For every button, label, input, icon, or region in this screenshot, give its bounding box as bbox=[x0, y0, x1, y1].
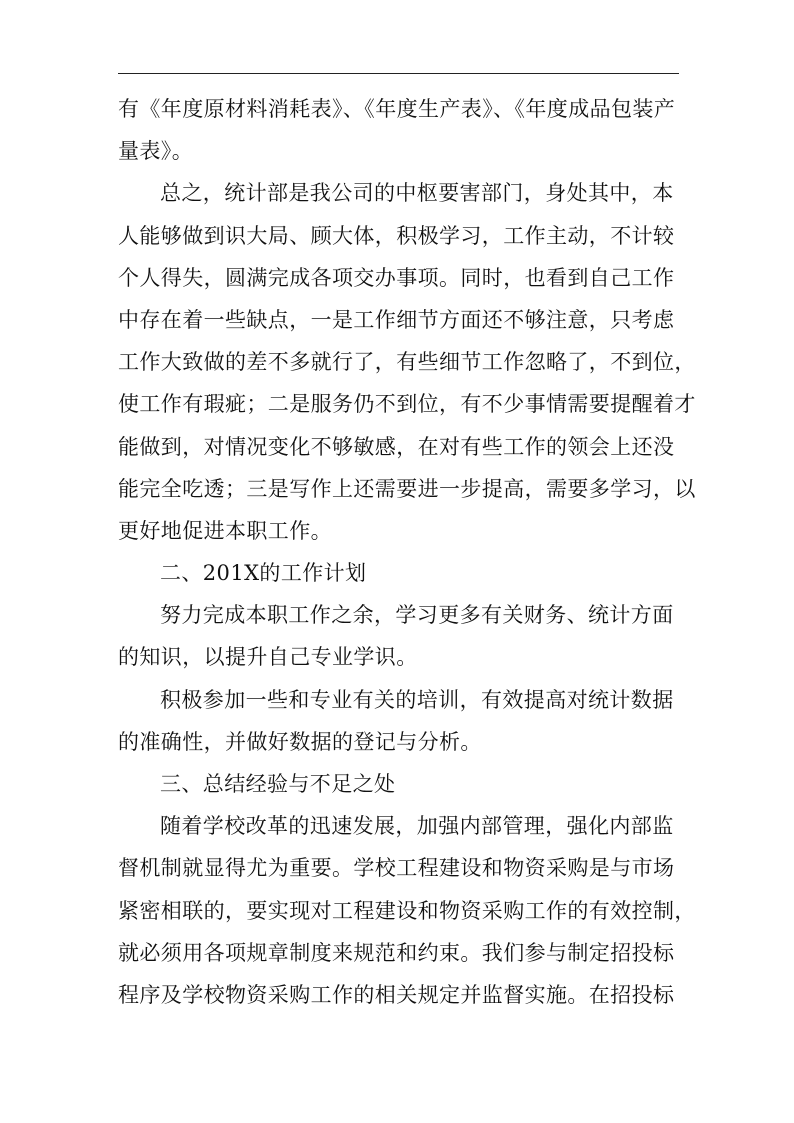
text-line: 量表》。 bbox=[118, 139, 194, 164]
text-line: 就必须用各项规章制度来规范和约束。我们参与制定招投标 bbox=[118, 940, 675, 965]
text-line: 使工作有瑕疵；二是服务仍不到位，有不少事情需要提醒着才 bbox=[118, 392, 696, 417]
text-line: 个人得失，圆满完成各项交办事项。同时，也看到自己工作 bbox=[118, 265, 675, 290]
text-line: 随着学校改革的迅速发展，加强内部管理，强化内部监 bbox=[160, 814, 674, 839]
text-line: 总之，统计部是我公司的中枢要害部门，身处其中，本 bbox=[160, 181, 674, 206]
text-line: 的知识，以提升自己专业学识。 bbox=[118, 645, 418, 670]
text-line: 督机制就显得尤为重要。学校工程建设和物资采购是与市场 bbox=[118, 856, 675, 881]
header-rule bbox=[118, 73, 679, 74]
text-line: 努力完成本职工作之余，学习更多有关财务、统计方面 bbox=[160, 603, 674, 628]
text-line: 能做到，对情况变化不够敏感，在对有些工作的领会上还没 bbox=[118, 434, 675, 459]
text-line: 紧密相联的，要实现对工程建设和物资采购工作的有效控制， bbox=[118, 898, 696, 923]
text-line: 人能够做到识大局、顾大体，积极学习，工作主动，不计较 bbox=[118, 223, 675, 248]
text-line: 能完全吃透；三是写作上还需要进一步提高，需要多学习，以 bbox=[118, 476, 696, 501]
section-heading: 二、201X的工作计划 bbox=[160, 561, 367, 586]
text-line: 中存在着一些缺点，一是工作细节方面还不够注意，只考虑 bbox=[118, 307, 675, 332]
text-line: 更好地促进本职工作。 bbox=[118, 518, 332, 543]
section-heading: 三、总结经验与不足之处 bbox=[160, 772, 396, 796]
text-line: 工作大致做的差不多就行了，有些细节工作忽略了，不到位， bbox=[118, 350, 696, 375]
text-line: 积极参加一些和专业有关的培训，有效提高对统计数据 bbox=[160, 687, 674, 712]
text-line: 程序及学校物资采购工作的相关规定并监督实施。在招投标 bbox=[118, 982, 675, 1007]
text-line: 的准确性，并做好数据的登记与分析。 bbox=[118, 729, 482, 754]
text-line: 有《年度原材料消耗表》、《年度生产表》、《年度成品包装产 bbox=[118, 97, 676, 121]
document-body bbox=[118, 88, 696, 1016]
